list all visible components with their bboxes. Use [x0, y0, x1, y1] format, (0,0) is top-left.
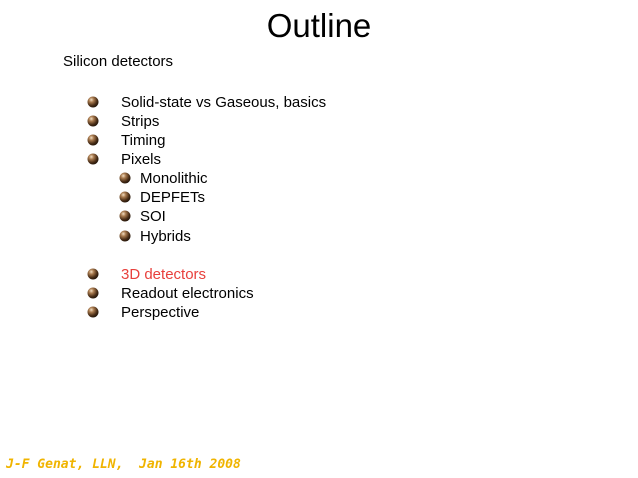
list-item-label: SOI — [140, 208, 166, 225]
list-item-label: 3D detectors — [121, 266, 207, 283]
list-item-pixels — [87, 150, 161, 169]
sphere-bullet-icon — [119, 172, 131, 184]
list-item-readout-electronics — [87, 284, 254, 303]
list-item-3d-detectors — [87, 265, 206, 284]
list-item-label: DEPFETs — [140, 189, 206, 206]
list-item-depfets — [119, 188, 205, 207]
sphere-bullet-icon — [87, 96, 99, 108]
slide-title: Outline — [266, 7, 372, 44]
sphere-bullet-icon — [87, 134, 99, 146]
list-item-label: Hybrids — [140, 228, 191, 245]
sphere-bullet-icon — [87, 153, 99, 165]
list-item-timing — [87, 131, 165, 150]
sphere-bullet-icon — [119, 191, 131, 203]
list-item-label: Timing — [121, 132, 166, 149]
list-item-solid-state — [87, 93, 326, 112]
list-item-label: Pixels — [121, 151, 162, 168]
sphere-bullet-icon — [87, 287, 99, 299]
list-item-strips — [87, 112, 159, 131]
sphere-bullet-icon — [119, 230, 131, 242]
section-heading: Silicon detectors — [63, 53, 174, 70]
list-item-monolithic — [119, 169, 208, 188]
list-item-label: Strips — [121, 113, 160, 130]
sphere-bullet-icon — [87, 115, 99, 127]
sphere-bullet-icon — [87, 268, 99, 280]
sphere-bullet-icon — [119, 210, 131, 222]
sphere-bullet-icon — [87, 306, 99, 318]
list-item-perspective — [87, 303, 199, 322]
list-item-label: Readout electronics — [121, 285, 254, 302]
list-item-label: Monolithic — [140, 170, 208, 187]
footer-author-date: J-F Genat, LLN, Jan 16th 2008 — [6, 457, 241, 472]
list-item-soi — [119, 207, 166, 226]
list-item-label: Perspective — [121, 304, 200, 321]
list-item-label: Solid-state vs Gaseous, basics — [121, 94, 327, 111]
list-item-hybrids — [119, 227, 191, 246]
